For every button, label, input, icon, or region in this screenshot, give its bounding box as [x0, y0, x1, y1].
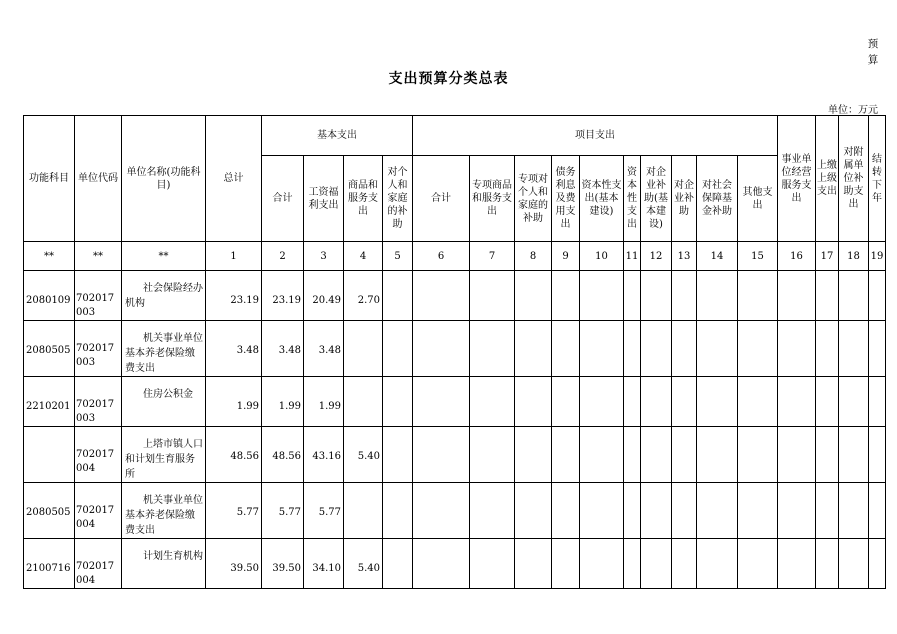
- index-cell: 3: [304, 242, 344, 271]
- table-row: [24, 271, 886, 321]
- salary-cell: 5.77: [304, 483, 344, 539]
- empty-cell: [470, 483, 515, 539]
- goods-cell: 5.40: [344, 427, 383, 483]
- empty-cell: [413, 539, 470, 589]
- empty-cell: [839, 483, 869, 539]
- empty-cell: [697, 321, 738, 377]
- header-unit-code: 单位代码: [75, 116, 122, 242]
- unit-code-cell: 702017003: [75, 271, 122, 321]
- empty-cell: [580, 377, 624, 427]
- empty-cell: [816, 483, 839, 539]
- header-individual: 对个人和家庭的补助: [383, 156, 413, 242]
- basic-total-cell: 5.77: [262, 483, 304, 539]
- goods-cell: [344, 483, 383, 539]
- empty-cell: [383, 539, 413, 589]
- empty-cell: [624, 539, 641, 589]
- index-cell: **: [24, 242, 75, 271]
- empty-cell: [697, 539, 738, 589]
- empty-cell: [778, 539, 816, 589]
- empty-cell: [580, 539, 624, 589]
- index-cell: 7: [470, 242, 515, 271]
- unit-code-cell: 702017004: [75, 483, 122, 539]
- header-social-security: 对社会保障基金补助: [697, 156, 738, 242]
- empty-cell: [641, 427, 672, 483]
- empty-cell: [778, 427, 816, 483]
- empty-cell: [470, 377, 515, 427]
- empty-cell: [383, 483, 413, 539]
- page-title: 支出预算分类总表: [388, 71, 509, 87]
- empty-cell: [672, 483, 697, 539]
- empty-cell: [672, 539, 697, 589]
- header-project-total: 合计: [413, 156, 470, 242]
- unit-code-cell: 702017003: [75, 321, 122, 377]
- empty-cell: [816, 539, 839, 589]
- index-cell: 9: [552, 242, 580, 271]
- empty-cell: [515, 539, 552, 589]
- goods-cell: 5.40: [344, 539, 383, 589]
- index-cell: 6: [413, 242, 470, 271]
- table-row: [24, 377, 886, 427]
- header-salary: 工资福利支出: [304, 156, 344, 242]
- unit-name-cell: 上塔市镇人口和计划生育服务所: [122, 427, 206, 483]
- unit-name-cell: 机关事业单位基本养老保险缴费支出: [122, 321, 206, 377]
- basic-total-cell: 1.99: [262, 377, 304, 427]
- basic-total-cell: 3.48: [262, 321, 304, 377]
- index-cell: 2: [262, 242, 304, 271]
- header-special-goods: 专项商品和服务支出: [470, 156, 515, 242]
- empty-cell: [816, 271, 839, 321]
- empty-cell: [778, 321, 816, 377]
- unit-label: 单位：万元: [828, 105, 878, 116]
- empty-cell: [413, 427, 470, 483]
- data-rows: [24, 271, 886, 589]
- total-cell: 39.50: [206, 539, 262, 589]
- unit-name-cell: 机关事业单位基本养老保险缴费支出: [122, 483, 206, 539]
- empty-cell: [778, 483, 816, 539]
- header-unit-name: 单位名称(功能科目): [122, 116, 206, 242]
- page-corner-label: 预算: [867, 38, 879, 66]
- index-cell: **: [75, 242, 122, 271]
- empty-cell: [641, 539, 672, 589]
- empty-cell: [778, 377, 816, 427]
- empty-cell: [816, 427, 839, 483]
- goods-cell: [344, 321, 383, 377]
- header-capital-basic: 资本性支出(基本建设): [580, 156, 624, 242]
- empty-cell: [580, 271, 624, 321]
- empty-cell: [552, 321, 580, 377]
- header-carry-forward: 结转下年: [869, 116, 886, 242]
- empty-cell: [738, 271, 778, 321]
- empty-cell: [641, 483, 672, 539]
- empty-cell: [697, 483, 738, 539]
- salary-cell: 20.49: [304, 271, 344, 321]
- header-func-subject: 功能科目: [24, 116, 75, 242]
- empty-cell: [383, 321, 413, 377]
- table-row: [24, 321, 886, 377]
- empty-cell: [869, 539, 886, 589]
- empty-cell: [738, 483, 778, 539]
- empty-cell: [383, 271, 413, 321]
- table-row: [24, 483, 886, 539]
- salary-cell: 43.16: [304, 427, 344, 483]
- func-code-cell: [24, 427, 75, 483]
- total-cell: 23.19: [206, 271, 262, 321]
- index-cell: 11: [624, 242, 641, 271]
- empty-cell: [515, 271, 552, 321]
- empty-cell: [697, 377, 738, 427]
- empty-cell: [641, 321, 672, 377]
- unit-name-cell: 计划生育机构: [122, 539, 206, 589]
- empty-cell: [778, 271, 816, 321]
- index-row: [24, 242, 886, 271]
- index-cell: 12: [641, 242, 672, 271]
- empty-cell: [470, 427, 515, 483]
- salary-cell: 34.10: [304, 539, 344, 589]
- empty-cell: [839, 539, 869, 589]
- empty-cell: [470, 321, 515, 377]
- empty-cell: [738, 377, 778, 427]
- empty-cell: [580, 321, 624, 377]
- header-special-individual: 专项对个人和家庭的补助: [515, 156, 552, 242]
- empty-cell: [552, 377, 580, 427]
- empty-cell: [470, 271, 515, 321]
- empty-cell: [869, 377, 886, 427]
- table-row: [24, 539, 886, 589]
- unit-code-cell: 702017004: [75, 539, 122, 589]
- empty-cell: [738, 321, 778, 377]
- empty-cell: [839, 271, 869, 321]
- salary-cell: 3.48: [304, 321, 344, 377]
- total-cell: 5.77: [206, 483, 262, 539]
- empty-cell: [869, 271, 886, 321]
- empty-cell: [816, 377, 839, 427]
- index-cell: 1: [206, 242, 262, 271]
- empty-cell: [738, 427, 778, 483]
- header-basic: 基本支出: [262, 116, 413, 156]
- empty-cell: [869, 427, 886, 483]
- empty-cell: [515, 427, 552, 483]
- func-code-cell: 2080505: [24, 321, 75, 377]
- index-cell: 10: [580, 242, 624, 271]
- basic-total-cell: 23.19: [262, 271, 304, 321]
- empty-cell: [552, 483, 580, 539]
- empty-cell: [839, 377, 869, 427]
- header-subordinate: 对附属单位补助支出: [839, 116, 869, 242]
- empty-cell: [697, 427, 738, 483]
- header-basic-total: 合计: [262, 156, 304, 242]
- empty-cell: [816, 321, 839, 377]
- header-debt-interest: 债务利息及费用支出: [552, 156, 580, 242]
- index-cell: 17: [816, 242, 839, 271]
- total-cell: 3.48: [206, 321, 262, 377]
- goods-cell: [344, 377, 383, 427]
- unit-code-cell: 702017003: [75, 377, 122, 427]
- unit-name-cell: 住房公积金: [122, 377, 206, 427]
- index-cell: 8: [515, 242, 552, 271]
- goods-cell: 2.70: [344, 271, 383, 321]
- empty-cell: [672, 271, 697, 321]
- empty-cell: [672, 377, 697, 427]
- unit-name-cell: 社会保险经办机构: [122, 271, 206, 321]
- header-capital: 资本性支出: [624, 156, 641, 242]
- basic-total-cell: 48.56: [262, 427, 304, 483]
- empty-cell: [869, 483, 886, 539]
- index-cell: **: [122, 242, 206, 271]
- empty-cell: [624, 377, 641, 427]
- salary-cell: 1.99: [304, 377, 344, 427]
- empty-cell: [839, 427, 869, 483]
- empty-cell: [552, 271, 580, 321]
- header-upper-level: 上缴上级支出: [816, 116, 839, 242]
- func-code-cell: 2210201: [24, 377, 75, 427]
- index-cell: 18: [839, 242, 869, 271]
- header-other: 其他支出: [738, 156, 778, 242]
- header-enterprise-basic: 对企业补助(基本建设): [641, 156, 672, 242]
- empty-cell: [413, 271, 470, 321]
- empty-cell: [383, 377, 413, 427]
- empty-cell: [624, 271, 641, 321]
- empty-cell: [515, 483, 552, 539]
- empty-cell: [413, 377, 470, 427]
- func-code-cell: 2080109: [24, 271, 75, 321]
- index-cell: 19: [869, 242, 886, 271]
- basic-total-cell: 39.50: [262, 539, 304, 589]
- empty-cell: [413, 321, 470, 377]
- empty-cell: [413, 483, 470, 539]
- index-cell: 15: [738, 242, 778, 271]
- index-cell: 16: [778, 242, 816, 271]
- func-code-cell: 2100716: [24, 539, 75, 589]
- empty-cell: [624, 483, 641, 539]
- empty-cell: [839, 321, 869, 377]
- empty-cell: [580, 483, 624, 539]
- index-cell: 14: [697, 242, 738, 271]
- empty-cell: [515, 377, 552, 427]
- empty-cell: [552, 427, 580, 483]
- empty-cell: [624, 321, 641, 377]
- empty-cell: [869, 321, 886, 377]
- func-code-cell: 2080505: [24, 483, 75, 539]
- empty-cell: [552, 539, 580, 589]
- header-project: 项目支出: [413, 116, 778, 156]
- empty-cell: [641, 377, 672, 427]
- empty-cell: [580, 427, 624, 483]
- index-cell: 4: [344, 242, 383, 271]
- empty-cell: [697, 271, 738, 321]
- empty-cell: [383, 427, 413, 483]
- empty-cell: [672, 321, 697, 377]
- budget-table: [23, 115, 886, 589]
- total-cell: 48.56: [206, 427, 262, 483]
- empty-cell: [470, 539, 515, 589]
- index-cell: 13: [672, 242, 697, 271]
- unit-code-cell: 702017004: [75, 427, 122, 483]
- header-business-unit: 事业单位经营服务支出: [778, 116, 816, 242]
- empty-cell: [641, 271, 672, 321]
- empty-cell: [672, 427, 697, 483]
- empty-cell: [624, 427, 641, 483]
- header-enterprise: 对企业补助: [672, 156, 697, 242]
- empty-cell: [738, 539, 778, 589]
- header-goods: 商品和服务支出: [344, 156, 383, 242]
- empty-cell: [515, 321, 552, 377]
- total-cell: 1.99: [206, 377, 262, 427]
- index-cell: 5: [383, 242, 413, 271]
- table-row: [24, 427, 886, 483]
- header-total: 总计: [206, 116, 262, 242]
